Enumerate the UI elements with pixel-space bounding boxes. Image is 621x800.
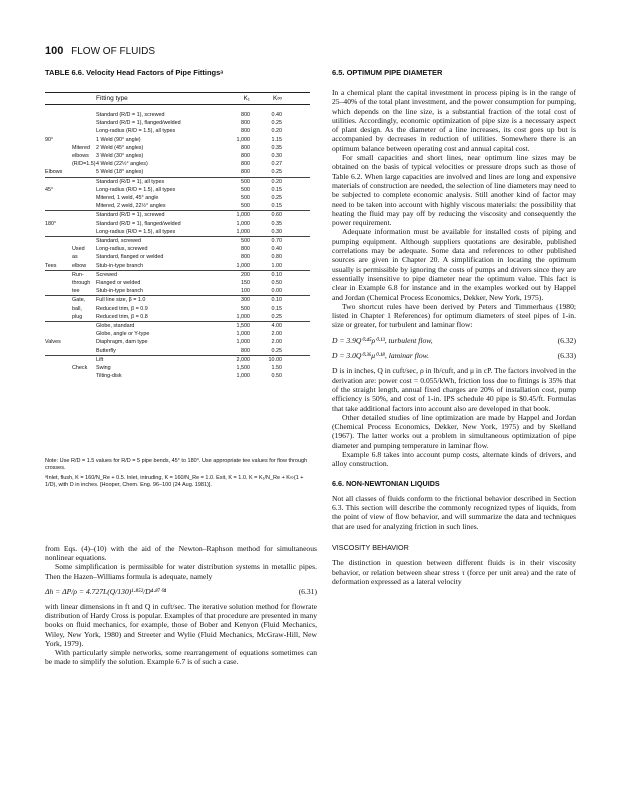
table-cell: 0.25 — [271, 195, 282, 202]
table-cell: 800 — [241, 128, 250, 135]
table-cell — [72, 211, 96, 219]
table-cell: 800 — [241, 246, 250, 253]
table-cell: 1.50 — [271, 365, 282, 372]
table-cell: Reduced trim, β = 0.9 — [96, 305, 148, 312]
paragraph: Other detailed studies of line optimization are made by Happel and Jordan (Chemical Process Economics, Dekker, New York, 1975) and by Skelland (1967). The latter works out a problem in simultaneous optimization of pipe diameter and pumping temperature in laminar flow. — [332, 412, 576, 450]
table-cell: Swing — [96, 365, 111, 372]
table-cell: 0.80 — [271, 254, 282, 261]
table-cell: Lift — [96, 356, 104, 363]
table-cell — [72, 168, 96, 176]
table-cell: 0.40 — [271, 112, 282, 118]
table-cell: as — [72, 254, 78, 261]
table-cell — [45, 356, 72, 364]
table-row — [45, 152, 310, 160]
table-cell: 0.70 — [271, 238, 282, 245]
paragraph: With particularly simple networks, some rearrangement of equations sometimes can be made to simplify the solution. Example 6.7 is of such a case. — [45, 648, 317, 667]
table-cell: 45° — [45, 186, 54, 193]
table-cell: 5 Weld (18° angles) — [96, 169, 144, 176]
table-cell — [45, 194, 72, 202]
table-cell: 800 — [241, 347, 250, 354]
table-cell: 0.15 — [271, 186, 282, 193]
equation-6-32 — [332, 336, 576, 345]
table-cell: 0.27 — [271, 161, 282, 168]
table-footnote: ᵃInlet, flush, K = 160/N_Re + 0.5. Inlet, intruding, K = 160/N_Re = 1.0. Exit, K = 1.0. K = K₁/N_Re + K∞(1 + 1/D), with D in inches. [Hooper, Chem. Eng. 96–100 (24 Aug. 1981)]. — [45, 475, 304, 488]
equation-6-31 — [45, 587, 317, 596]
table-cell: tee — [72, 288, 80, 295]
table-cell — [72, 322, 96, 330]
table-header-row — [45, 92, 310, 105]
table-cell — [45, 279, 72, 287]
equation-body: Δh = ΔP/ρ = 4.727L(Q/130)¹·⁸⁵²/D⁴·⁸⁷⁰⁴ — [45, 586, 167, 596]
table-cell: Standard (R/D = 1), flanged/welded — [96, 220, 181, 227]
table-cell: 800 — [241, 153, 250, 160]
table-cell: 0.35 — [271, 144, 282, 151]
table-notes — [45, 458, 310, 492]
table-cell: 0.30 — [271, 228, 282, 235]
table-cell — [45, 228, 72, 236]
table-cell — [45, 211, 72, 219]
table-cell: 3 Weld (30° angles) — [96, 153, 144, 160]
table-cell — [45, 313, 72, 321]
table-cell: Long-radius (R/D = 1.5), all types — [96, 228, 176, 235]
table-cell: 0.30 — [271, 153, 282, 160]
table-cell: 0.15 — [271, 203, 282, 210]
table-cell: Diaphragm, dam type — [96, 339, 148, 346]
table-cell: 0.25 — [271, 169, 282, 176]
table-cell: 100 — [241, 288, 250, 295]
table-cell: Screwed — [96, 271, 117, 278]
table-cell — [72, 111, 96, 119]
table-cell: 500 — [241, 305, 250, 312]
table-cell: 0.10 — [271, 271, 282, 278]
table-cell: Standard, flanged or welded — [96, 254, 164, 261]
paragraph: with linear dimensions in ft and Q in cuft/sec. The iterative solution method for flowrate distribution of Hardy Cross is popular. Examples of that procedure are presented in many books on fluid mechanics, for example, those of Bober and Kenyon (Fluid Mechanics, Wiley, New York, 1980) and Streeter and Wylie (Fluid Mechanics, McGraw-Hill, New York, 1979). — [45, 602, 317, 648]
header-k1: K₁ — [243, 95, 250, 102]
table-cell — [45, 202, 72, 210]
table-cell — [72, 119, 96, 127]
table-row — [45, 211, 310, 219]
table-cell: Standard (R/D = 1), all types — [96, 178, 165, 185]
table-cell: Check — [72, 365, 88, 372]
table-cell: plug — [72, 313, 83, 320]
table-cell: Used — [72, 246, 85, 253]
table-cell: 800 — [241, 120, 250, 127]
table-cell: through — [72, 280, 91, 287]
table-cell: 500 — [241, 186, 250, 193]
table-row — [45, 136, 310, 144]
table-row — [45, 119, 310, 127]
table-cell — [45, 330, 72, 338]
table-row — [45, 111, 310, 119]
table-row — [45, 127, 310, 135]
table-cell — [72, 237, 96, 245]
table-cell — [45, 237, 72, 245]
table-cell: Globe, standard — [96, 323, 135, 330]
equation-number: (6.32) — [557, 335, 576, 345]
table-cell — [72, 228, 96, 236]
table-row — [45, 271, 310, 279]
equation-6-33 — [332, 351, 576, 360]
table-cell: 1,000 — [236, 212, 250, 219]
table-cell: 1,500 — [236, 365, 250, 372]
table-cell — [72, 372, 96, 380]
table-cell: 0.60 — [271, 212, 282, 219]
table-cell: Globe, angle or Y-type — [96, 331, 150, 338]
table-row — [45, 305, 310, 313]
table-cell: Long-radius (R/D = 1.5), all types — [96, 128, 176, 135]
table-cell — [72, 186, 96, 194]
page-number: 100 — [45, 45, 64, 57]
equation-number: (6.33) — [557, 351, 576, 361]
table-cell: 500 — [241, 178, 250, 185]
table-cell: 0.25 — [271, 313, 282, 320]
table-cell: 2,000 — [236, 356, 250, 363]
paragraph: The distinction in question between different fluids is in their viscosity behavior, or relation between shear stress τ (force per unit area) and the rate of deformation expressed as a lateral velocity — [332, 558, 576, 586]
table-row — [45, 202, 310, 211]
table-note: Note: Use R/D = 1.5 values for R/D = 5 pipe bends, 45° to 180°. Use appropriate tee values for flow through crosses. — [45, 458, 308, 471]
table-cell: 0.50 — [271, 280, 282, 287]
table-cell: 800 — [241, 161, 250, 168]
table-cell — [72, 220, 96, 228]
table-cell: 1.00 — [271, 262, 282, 269]
table-cell: 1,000 — [236, 373, 250, 380]
table-cell: 1,000 — [236, 136, 250, 143]
table-cell: Tees — [45, 262, 57, 269]
table-cell — [45, 127, 72, 135]
table-cell — [45, 287, 72, 295]
header-kinf: K∞ — [273, 95, 282, 102]
table-cell — [72, 338, 96, 346]
table-cell: 0.35 — [271, 220, 282, 227]
table-cell: 500 — [241, 238, 250, 245]
table-cell: 0.15 — [271, 305, 282, 312]
table-cell — [45, 322, 72, 330]
equation-body: D = 3.9Q⁰·⁴⁵ρ⁰·¹³, turbulent flow, — [332, 335, 433, 345]
paragraph: Some simplification is permissible for water distribution systems in metallic pipes. Then the Hazen–Williams formula is adequate, namely — [45, 562, 317, 581]
table-cell: Butterfly — [96, 347, 116, 354]
table-body — [45, 111, 310, 381]
table-cell: 200 — [241, 271, 250, 278]
table-cell: 800 — [241, 169, 250, 176]
table-cell — [45, 178, 72, 186]
table-row — [45, 186, 310, 194]
table-cell — [45, 152, 72, 160]
table-cell — [45, 296, 72, 304]
table-cell: 4 Weld (22½° angles) — [96, 161, 148, 168]
table-cell: 1.15 — [271, 136, 282, 143]
table-row — [45, 279, 310, 287]
table-cell: ball, — [72, 305, 82, 312]
table-cell: Standard (R/D = 1), screwed — [96, 112, 165, 118]
table-cell: 800 — [241, 254, 250, 261]
table-cell: 1,000 — [236, 331, 250, 338]
table-cell: 0.00 — [271, 288, 282, 295]
right-column-text — [332, 88, 576, 586]
table-cell: 0.25 — [271, 347, 282, 354]
table-cell: Mitered, 2 weld, 22½° angles — [96, 203, 166, 210]
table-row — [45, 178, 310, 186]
table-row — [45, 322, 310, 330]
table-cell: 500 — [241, 195, 250, 202]
paragraph: Example 6.8 takes into account pump costs, alternate kinds of drivers, and alloy construction. — [332, 449, 576, 469]
header-fitting-type: Fitting type — [96, 95, 128, 102]
table-cell: 150 — [241, 280, 250, 287]
table-cell — [45, 144, 72, 152]
table-cell: 1,500 — [236, 323, 250, 330]
table-cell — [45, 111, 72, 119]
subsection-heading: VISCOSITY BEHAVIOR — [332, 543, 409, 553]
table-cell: Reduced trim, β = 0.8 — [96, 313, 148, 320]
table-cell: Standard, screwed — [96, 238, 141, 245]
table-row — [45, 160, 310, 168]
table-cell — [72, 194, 96, 202]
table-cell — [45, 271, 72, 279]
running-head-title: FLOW OF FLUIDS — [71, 46, 156, 57]
table-cell — [45, 160, 72, 168]
table-cell — [72, 202, 96, 210]
table-row — [45, 313, 310, 322]
table-cell: 1 Weld (90° angle) — [96, 136, 141, 143]
paragraph: For small capacities and short lines, near optimum line sizes may be obtained on the basis of typical velocities or pressure drops such as those of Table 6.2. When large capacities are involved and lines are long and expensive materials of construction are needed, the selection of line diameters may need to be subjected to complete economic analysis. Still another kind of factor may need to be taken into account with highly viscous materials: the possibility that heating the fluid may pay off by reducing the viscosity and consequently the power requirement. — [332, 153, 576, 228]
table-row — [45, 330, 310, 338]
table-cell: 0.25 — [271, 120, 282, 127]
table-row — [45, 372, 310, 380]
table-cell — [72, 330, 96, 338]
table-cell: Mitered, 1 weld, 45° angle — [96, 195, 159, 202]
table-cell — [45, 305, 72, 313]
table-row — [45, 194, 310, 202]
left-column-text — [45, 544, 317, 666]
table-cell: 2.00 — [271, 331, 282, 338]
table-cell — [72, 178, 96, 186]
table-cell: Long-radius (R/D = 1.5), all types — [96, 186, 176, 193]
table-cell: 180° — [45, 220, 57, 227]
table-cell: 4.00 — [271, 323, 282, 330]
table-title: TABLE 6.6. Velocity Head Factors of Pipe Fittingsᵃ — [45, 68, 224, 77]
table-cell: 1,000 — [236, 220, 250, 227]
table-cell: Standard (R/D = 1), screwed — [96, 212, 165, 219]
table-cell: Long-radius, screwed — [96, 246, 148, 253]
table-cell — [72, 127, 96, 135]
table-row — [45, 245, 310, 253]
table-cell: Valves — [45, 339, 61, 346]
table-cell: Full line size, β = 1.0 — [96, 297, 146, 304]
table-cell: 800 — [241, 144, 250, 151]
paragraph: from Eqs. (4)–(10) with the aid of the Newton–Raphson method for simultaneous nonlinear equations. — [45, 544, 317, 563]
table-cell: 0.50 — [271, 373, 282, 380]
table-cell: Stub-in-type branch — [96, 262, 144, 269]
table-row — [45, 347, 310, 356]
equation-number: (6.31) — [298, 586, 317, 596]
paragraph: Two shortcut rules have been derived by Peters and Timmerhaus (1980; listed in Chapter 1 References) for optimum diameters of steel pipes of 1-in. size or greater, for turbulent and laminar flow: — [332, 301, 576, 330]
table-row — [45, 168, 310, 177]
table-cell: Flanged or welded — [96, 280, 141, 287]
paragraph: Not all classes of fluids conform to the frictional behavior described in Section 6.3. This section will describe the commonly recognized types of liquids, from the point of view of flow behavior, and will summarize the data and techniques that are used for analyzing friction in such lines. — [332, 493, 576, 531]
table-cell — [72, 356, 96, 364]
table-row — [45, 338, 310, 346]
table-cell: 2.00 — [271, 339, 282, 346]
section-heading: 6.6. NON-NEWTONIAN LIQUIDS — [332, 478, 440, 488]
table-cell: 2 Weld (45° angles) — [96, 144, 144, 151]
table-row — [45, 228, 310, 237]
table-cell — [45, 347, 72, 355]
table-row — [45, 296, 310, 304]
table-cell: 500 — [241, 203, 250, 210]
paragraph: In a chemical plant the capital investment in process piping is in the range of 25–40% of the total plant investment, and the power consumption for pumping, which depends on the line size, is a substantial fraction of the total cost of utilities. Accordingly, economic optimization of pipe size is a necessary aspect of plant design. As the diameter of a line increases, its cost goes up but is accompanied by decreases in reduction of utilities. Somewhere there is an optimum balance between operating cost and annual capital cost. — [332, 88, 576, 153]
table-row — [45, 364, 310, 372]
table-cell: 1,000 — [236, 262, 250, 269]
section-heading: 6.5. OPTIMUM PIPE DIAMETER — [332, 68, 443, 77]
table-cell: 0.10 — [271, 297, 282, 304]
table-cell: 1,000 — [236, 313, 250, 320]
table-cell: Elbows — [45, 169, 63, 176]
paragraph: Adequate information must be available for installed costs of piping and pumping equipment. Although suppliers quotations are desirable, published correlations may be adequate. Some data and references to other published sources are given in Chapter 20. A simplification in locating the optimum usually is permissible by ignoring the costs of pumps and drivers since they are essentially insensitive to pipe diameter near the optimum value. This fact is clear in Example 6.8 for instance and in the examples worked out by Happel and Jordan (Chemical Process Economics, Dekker, New York, 1975). — [332, 227, 576, 302]
table-cell: elbows — [72, 153, 89, 160]
paragraph: D is in inches, Q in cuft/sec, ρ in lb/cuft, and μ in cP. The factors involved in the derivation are: power cost = 0.055/kWh, friction loss due to fittings is 35% that of the straight length, annual fixed charges are 20% of installation cost, pump efficiency is 50%, and cost of 1-in. IPS schedule 40 pipe is $0.45/ft. Formulas that take additional factors into account also are developed in that book. — [332, 366, 576, 413]
table-row — [45, 253, 310, 261]
table-cell: 1,000 — [236, 339, 250, 346]
fittings-table — [45, 88, 310, 381]
table-cell — [45, 119, 72, 127]
table-cell: Stub-in-type branch — [96, 288, 144, 295]
table-cell: 10.00 — [268, 356, 282, 363]
table-cell — [72, 136, 96, 144]
table-cell — [45, 253, 72, 261]
table-cell: (R/D=1.5) — [72, 161, 96, 168]
table-cell — [45, 372, 72, 380]
running-header — [45, 45, 155, 57]
table-cell: 300 — [241, 297, 250, 304]
table-cell: 0.20 — [271, 128, 282, 135]
table-cell — [45, 364, 72, 372]
table-cell — [45, 245, 72, 253]
table-cell — [72, 347, 96, 355]
table-cell: elbow — [72, 262, 87, 269]
table-cell: 800 — [241, 112, 250, 118]
table-row — [45, 262, 310, 271]
table-cell: Mitered — [72, 144, 90, 151]
table-row — [45, 287, 310, 296]
equation-body: D = 3.0Q⁰·³⁶μ⁰·¹⁸, laminar flow. — [332, 351, 430, 361]
table-cell: Run- — [72, 271, 84, 278]
table-row — [45, 237, 310, 245]
table-cell: 0.20 — [271, 178, 282, 185]
table-cell: 90° — [45, 136, 54, 143]
table-row — [45, 144, 310, 152]
table-row — [45, 356, 310, 364]
table-cell: 0.40 — [271, 246, 282, 253]
table-cell: Tilting-disk — [96, 373, 122, 380]
table-cell: Gate, — [72, 297, 86, 304]
table-cell: 1,000 — [236, 228, 250, 235]
table-cell: Standard (R/D = 1), flanged/welded — [96, 120, 181, 127]
table-row — [45, 220, 310, 228]
